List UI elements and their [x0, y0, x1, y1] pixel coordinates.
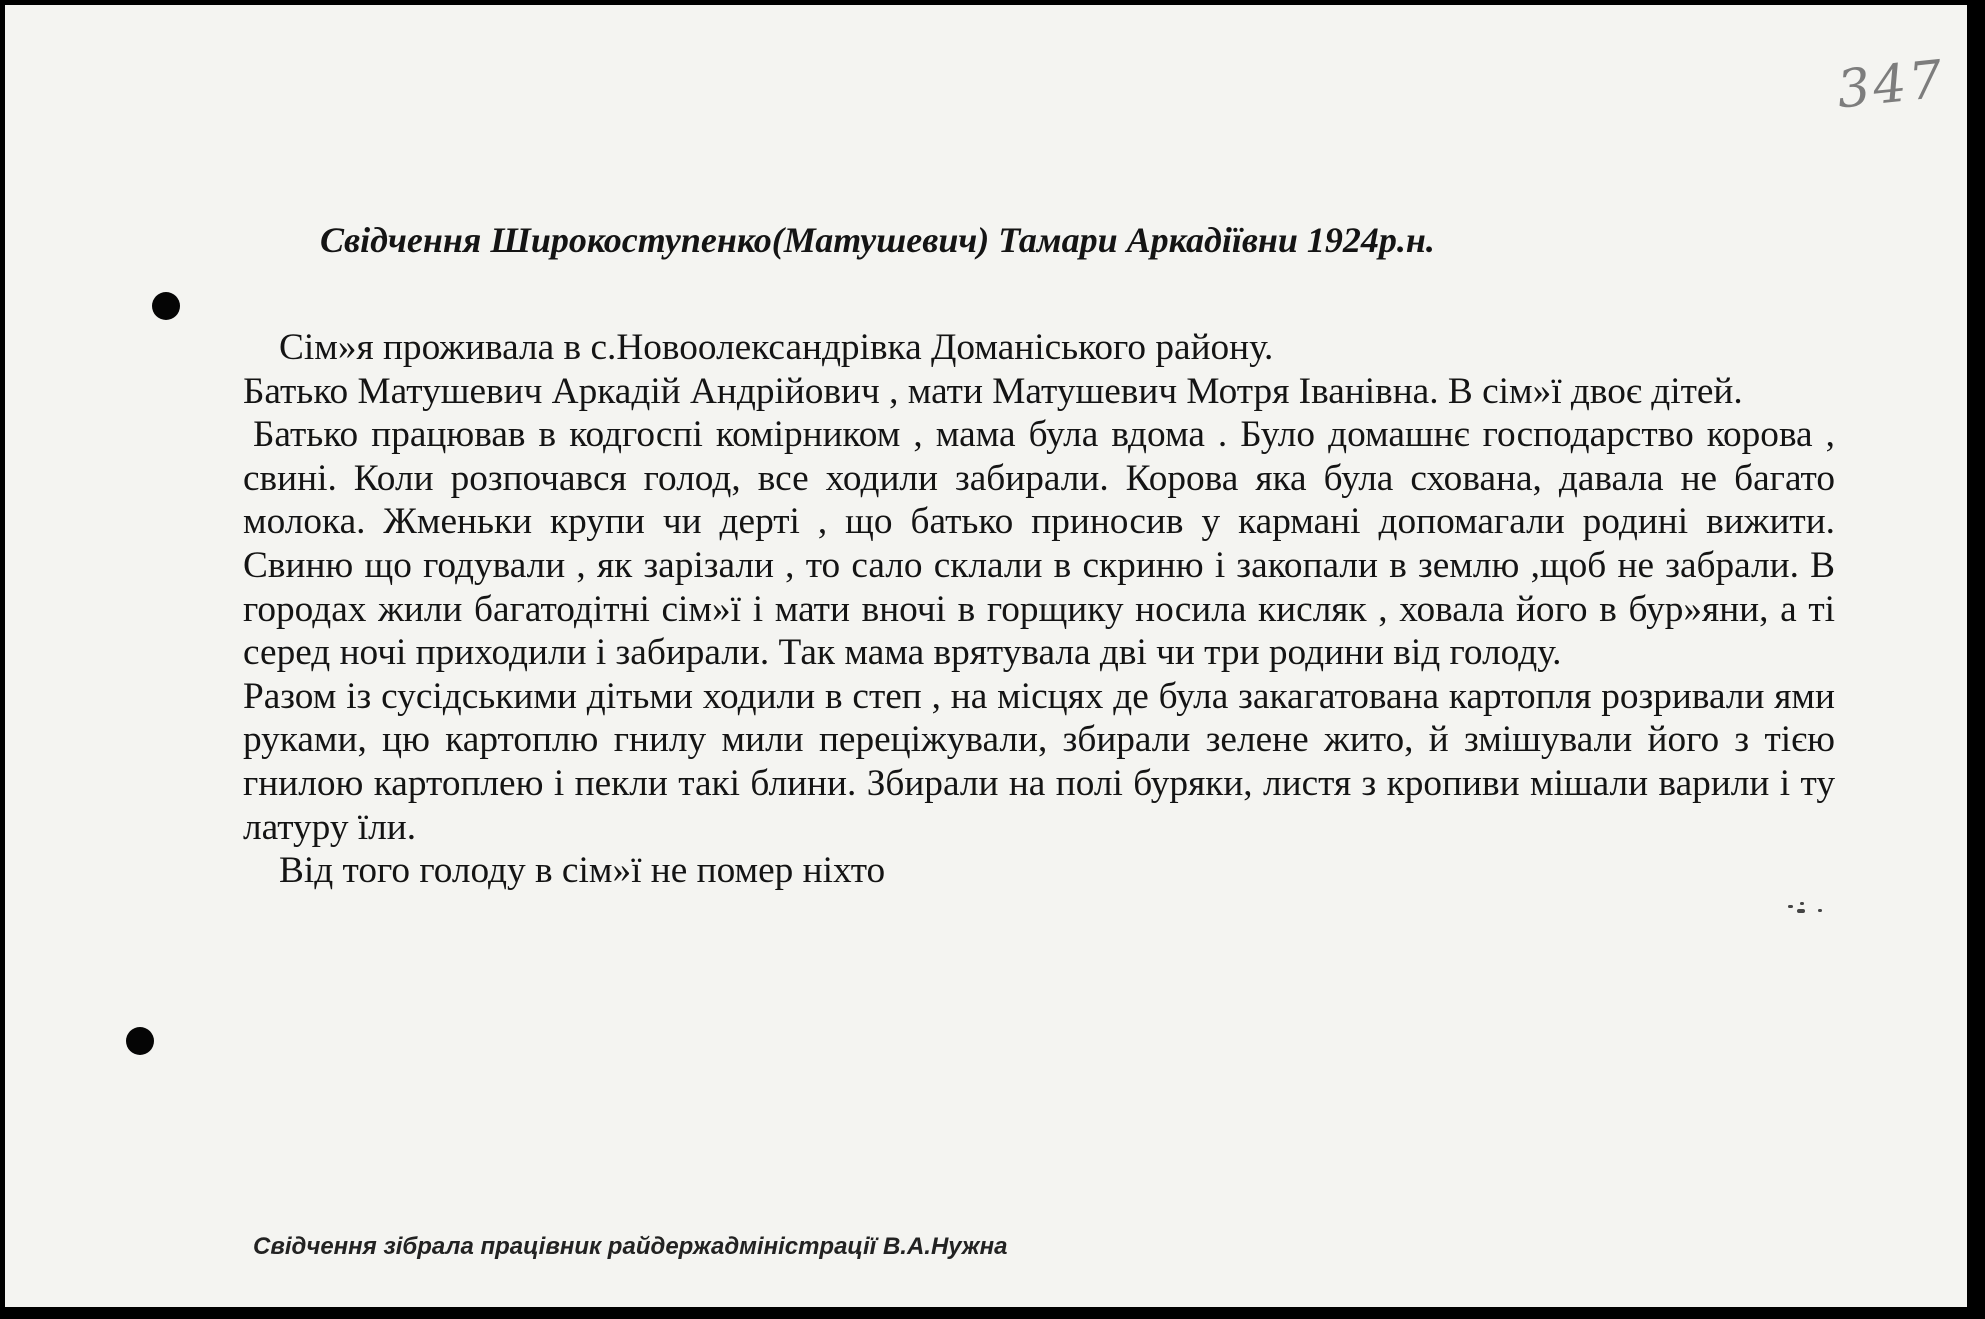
paragraph-conclusion: Від того голоду в сім»ї не помер ніхто: [279, 850, 886, 892]
handwritten-page-number: 347: [1834, 49, 1949, 121]
punch-hole-top: [152, 292, 180, 320]
document-title: Свідчення Широкоступенко(Матушевич) Тамари Аркадіївни 1924р.н.: [320, 220, 1435, 260]
punch-hole-bottom: [126, 1027, 154, 1055]
scan-speck: [1797, 909, 1805, 913]
collector-note: Свідчення зібрала працівник райдержадміністрації В.А.Нужна: [253, 1233, 1008, 1260]
scan-speck: [1788, 905, 1793, 908]
paragraph-survival: Разом із сусідськими дітьми ходили в степ , на місцях де була закагатована картопля розривали ями руками, цю картоплю гнилу мили переціжували, збирали зелене жито, й змішували його з тією гнилою картоплею і пекли такі блини. Збирали на полі буряки, листя з кропиви мішали варили і ту латуру їли.: [243, 675, 1835, 848]
scan-speck: [1800, 902, 1804, 905]
paragraph-family: Батько Матушевич Аркадій Андрійович , мати Матушевич Мотря Іванівна. В сім»ї двоє дітей.: [243, 370, 1743, 412]
paragraph-residence: Сім»я проживала в с.Новоолександрівка Доманіського району.: [279, 327, 1274, 368]
paper-sheet: [5, 5, 1967, 1307]
paragraph-household: Батько працював в кодгоспі комірником , мама була вдома . Було домашнє господарство корова , свині. Коли розпочався голод, все ходили забирали. Корова яка була схована, давала не багато молока. Жменьки крупи чи дерті , що батько приносив у кармані допомагали родині вижити. Свиню що годували , як зарізали , то сало склали в скриню і закопали в землю ,щоб не забрали. В городах жили багатодітні сім»ї і мати вночі в горщику носила кисляк , ховала його в бур»яни, а ті серед ночі приходили і забирали. Так мама врятувала дві чи три родини від голоду.: [243, 414, 1835, 674]
scan-speck: [1818, 909, 1822, 912]
testimony-body: [243, 326, 1835, 893]
